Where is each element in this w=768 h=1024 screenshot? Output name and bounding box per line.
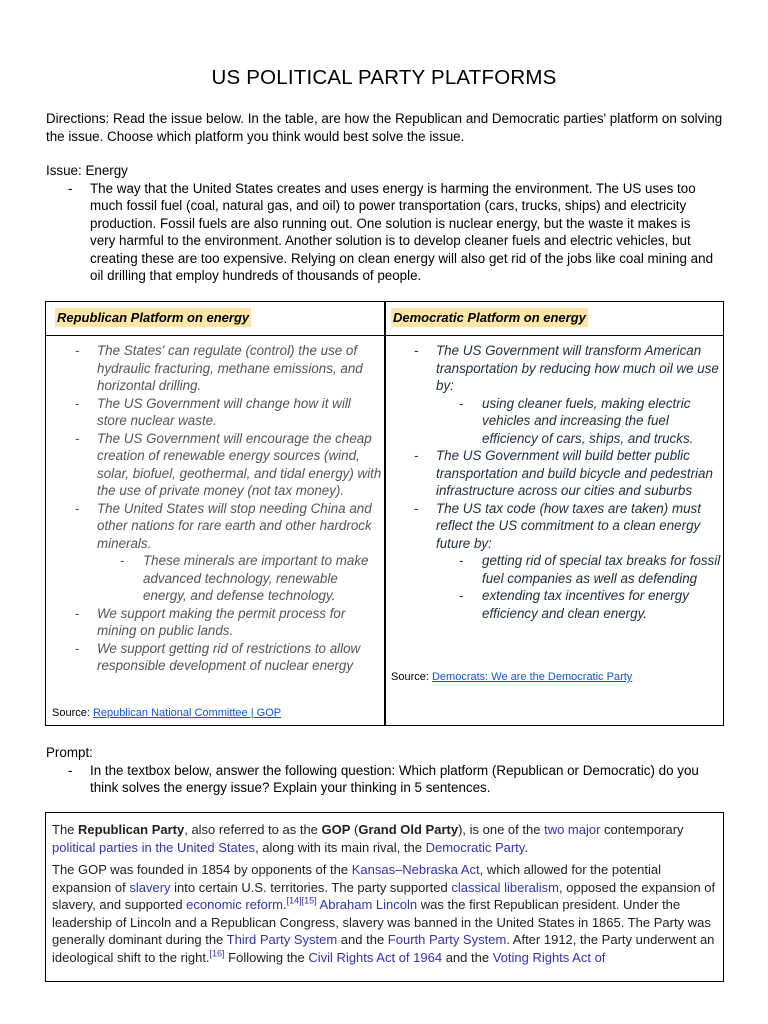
header-divider [46, 335, 723, 336]
sub-list [436, 395, 723, 448]
list-item [405, 342, 723, 447]
wiki-link[interactable]: Democratic Party [425, 839, 525, 855]
sub-list-item: - getting rid of special tax breaks for fossil fuel companies as well as defending [436, 552, 723, 587]
list-item: - The States' can regulate (control) the use of hydraulic fracturing, methane emissions, and horizontal drilling. [66, 342, 384, 395]
list-item-text: The US Government will transform American transportation by reducing how much oil we use by: [436, 343, 719, 393]
wiki-link[interactable]: Voting Rights Act of [492, 949, 606, 965]
list-item [66, 500, 384, 605]
democratic-source-link[interactable]: Democrats: We are the Democratic Party [431, 671, 633, 683]
list-item-text: The US tax code (how taxes are taken) must reflect the US commitment to a clean energy future by: [436, 500, 701, 551]
list-item: - We support getting rid of restrictions to allow responsible development of nuclear energy [66, 640, 384, 675]
citation[interactable]: [14][15] [286, 895, 317, 906]
wiki-link[interactable]: Third Party System [226, 932, 338, 947]
wiki-link[interactable]: political parties in the United States [52, 839, 256, 855]
issue-list [46, 180, 726, 285]
list-item [405, 500, 723, 623]
list-item-text: The United States will stop needing China and other nations for rare earth and other hardrock minerals. [97, 500, 372, 551]
answer-paragraph-2: The GOP was founded in 1854 by opponents of the Kansas–Nebraska Act, which allowed for the potential expansion of slavery into certain U.S. territories. The party supported classical liberalism, opposed the expansion of slavery, and supported economic reform.[14][15] Abraham Lincoln was the first Republican president. Under the leadership of Lincoln and a Republican Congress, slavery was banned in the United States in 1865. The Party was generally dominant during the Third Party System and the Fourth Party System. After 1912, the Party underwent an ideological shift to the right.[16] Following the Civil Rights Act of 1964 and the Voting Rights Act of [52, 862, 716, 965]
prompt-section [46, 744, 726, 797]
list-item: - The US Government will change how it will store nuclear waste. [66, 395, 384, 430]
column-divider [384, 302, 386, 725]
directions-text: Directions: Read the issue below. In the table, are how the Republican and Democratic parties' platform on solving the issue. Choose which platform you think would best solve the issue. [46, 111, 723, 144]
answer-paragraph-1: The Republican Party, also referred to as the GOP (Grand Old Party), is one of the two major contemporary political parties in the United States, along with its main rival, the Democratic Party. [52, 822, 684, 855]
sub-list [97, 552, 384, 605]
issue-description: - The way that the United States creates and uses energy is harming the environment. The US uses too much fossil fuel (coal, natural gas, and oil) to power transportation (cars, trucks, ships) and electricity production. Fossil fuels are also running out. One solution is nuclear energy, but the waste it makes is very harmful to the environment. Another solution is to develop cleaner fuels and electric vehicles, but creating these are too expensive. Relying on clean energy will also get rid of the jobs like coal mining and oil drilling that employ hundreds of thousands of people. [46, 180, 714, 285]
list-item: - The US Government will encourage the cheap creation of renewable energy sources (wind, solar, biofuel, geothermal, and tidal energy) with the use of private money (not tax money). [66, 430, 384, 500]
wiki-link[interactable]: classical liberalism [451, 879, 560, 895]
source-label: Source: [391, 671, 429, 683]
answer-textbox[interactable] [45, 812, 724, 982]
republican-source [52, 706, 281, 720]
platform-table [45, 301, 724, 726]
wiki-link[interactable]: Abraham Lincoln [319, 897, 418, 912]
citation[interactable]: [16] [209, 948, 225, 959]
prompt-list [46, 762, 726, 797]
issue-label: Issue: Energy [46, 163, 128, 178]
democratic-platform-list [405, 342, 723, 622]
sub-list-item: - extending tax incentives for energy efficiency and clean energy. [436, 587, 723, 622]
sub-list-item: - using cleaner fuels, making electric vehicles and increasing the fuel efficiency of cars, ships, and trucks. [436, 395, 723, 448]
sub-list [436, 552, 723, 622]
republican-header: Republican Platform on energy [57, 310, 250, 325]
wiki-link[interactable]: Fourth Party System [387, 932, 507, 947]
wiki-link[interactable]: Civil Rights Act of 1964 [308, 949, 443, 965]
source-label: Source: [52, 707, 90, 719]
wiki-link[interactable]: Kansas–Nebraska Act [351, 862, 480, 877]
wiki-link[interactable]: economic reform [186, 897, 283, 912]
democratic-header: Democratic Platform on energy [393, 310, 586, 325]
sub-list-item: - These minerals are important to make advanced technology, renewable energy, and defense technology. [97, 552, 384, 605]
issue-section [46, 162, 726, 285]
wiki-link[interactable]: two major [544, 822, 601, 837]
prompt-text: - In the textbox below, answer the following question: Which platform (Republican or Democratic) do you think solves the energy issue? Explain your thinking in 5 sentences. [46, 762, 726, 797]
republican-source-link[interactable]: Republican National Committee | GOP [92, 707, 282, 719]
wiki-link[interactable]: slavery [129, 879, 171, 895]
page-title: US POLITICAL PARTY PLATFORMS [211, 66, 557, 89]
list-item: - The US Government will build better public transportation and build bicycle and pedestrian infrastructure across our cities and suburbs [405, 447, 723, 500]
prompt-label: Prompt: [46, 745, 93, 760]
republican-platform-list [66, 342, 384, 675]
list-item: - We support making the permit process for mining on public lands. [66, 605, 384, 640]
democratic-source [391, 670, 632, 684]
